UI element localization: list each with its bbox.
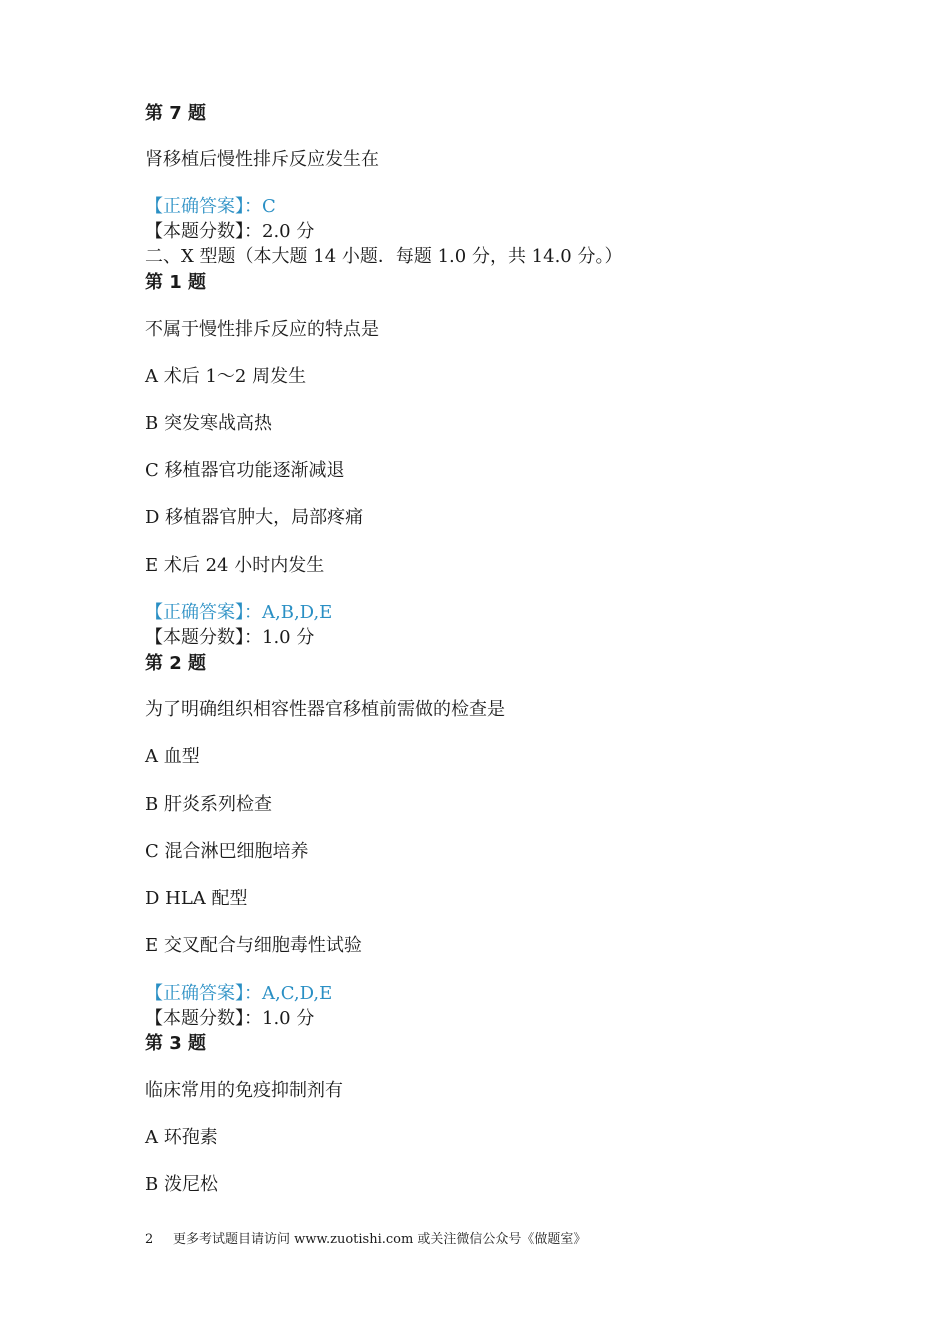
footer-text: 更多考试题目请访问 www.zuotishi.com 或关注微信公众号《做题室》 — [173, 1232, 587, 1247]
option-d: D HLA 配型 — [145, 888, 248, 909]
question-stem: 不属于慢性排斥反应的特点是 — [145, 319, 379, 340]
question-heading: 第 1 题 — [145, 272, 207, 293]
option-a: A 血型 — [145, 746, 200, 767]
option-c: C 移植器官功能逐渐减退 — [145, 460, 345, 481]
option-e: E 术后 24 小时内发生 — [145, 555, 325, 576]
option-b: B 肝炎系列检查 — [145, 794, 272, 815]
question-heading: 第 7 题 — [145, 103, 207, 124]
question-heading: 第 2 题 — [145, 653, 207, 674]
question-stem: 肾移植后慢性排斥反应发生在 — [145, 149, 379, 170]
option-a: A 环孢素 — [145, 1127, 218, 1148]
question-score: 【本题分数】：2.0 分 — [145, 221, 315, 242]
option-e: E 交叉配合与细胞毒性试验 — [145, 935, 362, 956]
correct-answer: 【正确答案】：C — [145, 196, 276, 217]
page-footer — [145, 1230, 586, 1250]
option-c: C 混合淋巴细胞培养 — [145, 841, 309, 862]
question-stem: 为了明确组织相容性器官移植前需做的检查是 — [145, 699, 505, 720]
question-score: 【本题分数】：1.0 分 — [145, 1008, 315, 1029]
question-score: 【本题分数】：1.0 分 — [145, 627, 315, 648]
correct-answer: 【正确答案】：A,C,D,E — [145, 983, 333, 1004]
page-number: 2 — [145, 1232, 154, 1247]
option-b: B 泼尼松 — [145, 1174, 218, 1195]
question-heading: 第 3 题 — [145, 1033, 207, 1054]
option-a: A 术后 1～2 周发生 — [145, 366, 307, 387]
correct-answer: 【正确答案】：A,B,D,E — [145, 602, 333, 623]
option-b: B 突发寒战高热 — [145, 413, 272, 434]
question-stem: 临床常用的免疫抑制剂有 — [145, 1080, 343, 1101]
section-title: 二、X 型题（本大题 14 小题．每题 1.0 分，共 14.0 分。） — [145, 246, 623, 267]
option-d: D 移植器官肿大，局部疼痛 — [145, 507, 364, 528]
